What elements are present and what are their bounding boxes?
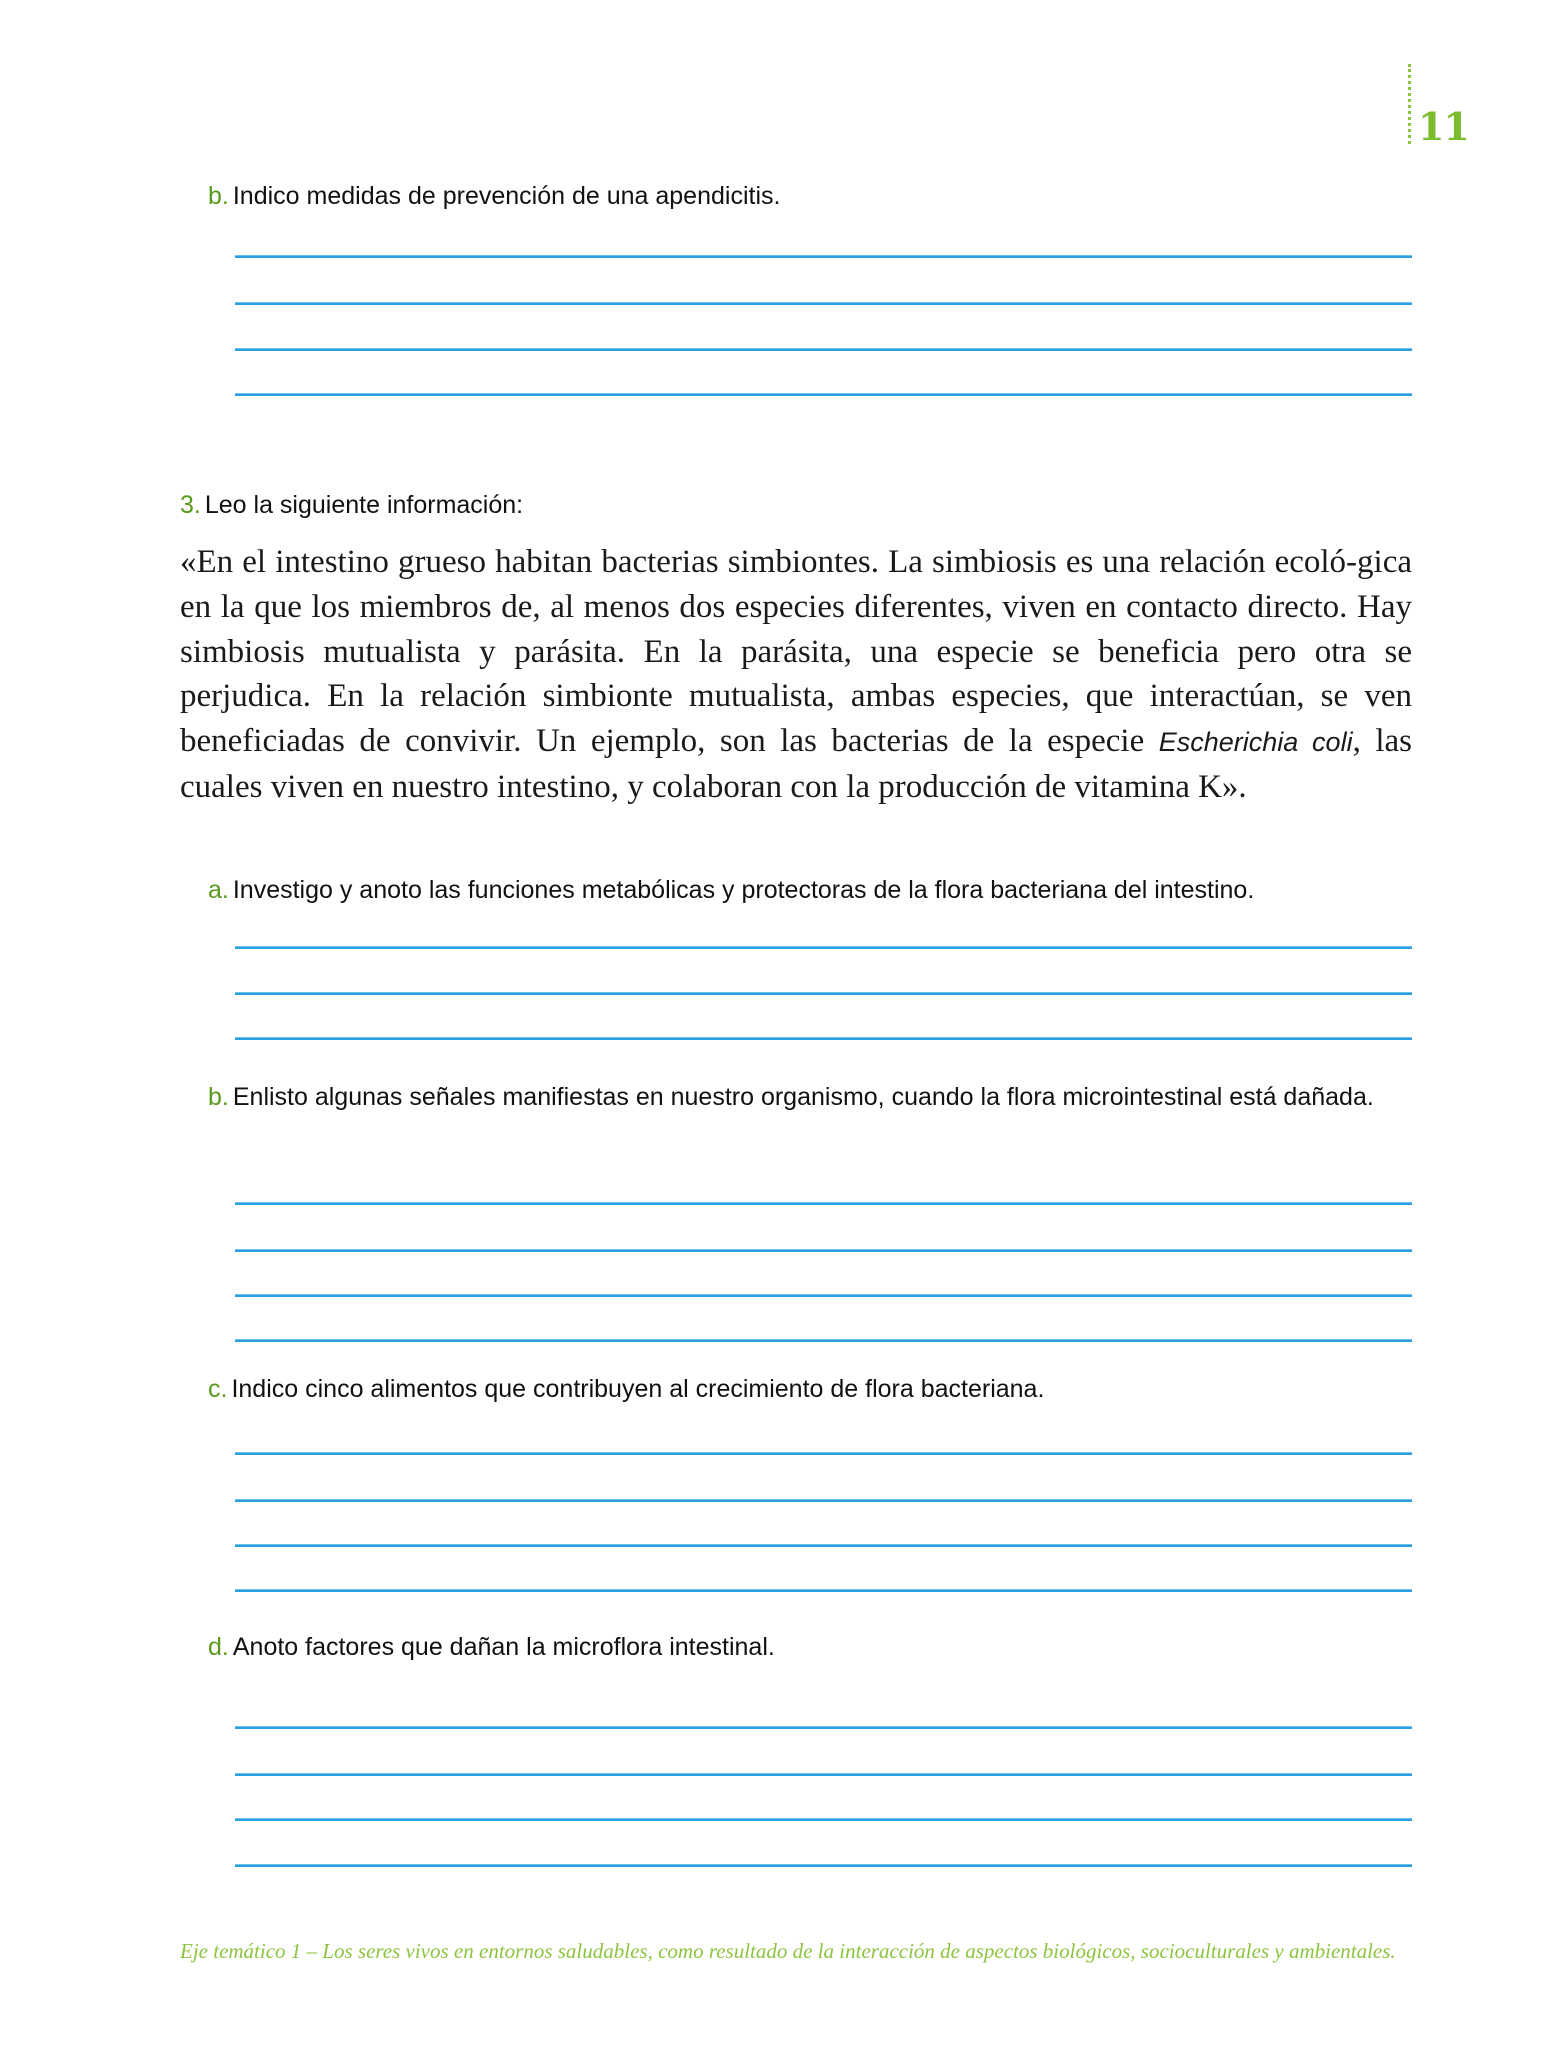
answer-line[interactable] <box>235 255 1412 258</box>
answer-line[interactable] <box>235 302 1412 305</box>
answer-line[interactable] <box>235 1726 1412 1729</box>
answer-line[interactable] <box>235 1249 1412 1252</box>
question-b-apendicitis <box>208 177 1418 215</box>
section-number: 3. <box>180 491 201 519</box>
question-label: d. <box>208 1633 229 1661</box>
passage-text: «En el intestino grueso habitan bacterias simbiontes. La simbiosis es una relación ecoló-gica en la que los miembros de, al menos dos especies diferentes, viven en contacto directo. Hay simbiosis mutualista y parásita. En la parásita, una especie se beneficia pero otra se perjudica. En la relación simbionte mutualista, ambas especies, que interactúan, se ven beneficiadas de convivir. Un ejemplo, son las bacterias de la especie <box>180 544 1412 760</box>
question-a <box>208 871 1418 909</box>
question-text: Investigo y anoto las funciones metabólicas y protectoras de la flora bacteriana del intestino. <box>232 876 1255 904</box>
answer-line[interactable] <box>235 1589 1412 1592</box>
answer-line[interactable] <box>235 1499 1412 1502</box>
section-title: Leo la siguiente información: <box>204 491 524 519</box>
question-label: b. <box>208 1083 229 1111</box>
passage-text-end: , las cuales viven en nuestro intestino, y colaboran con la producción de vitamina K». <box>180 723 1412 805</box>
answer-line[interactable] <box>235 393 1412 396</box>
answer-line[interactable] <box>235 1864 1412 1867</box>
answer-line[interactable] <box>235 1339 1412 1342</box>
answer-line[interactable] <box>235 1202 1412 1205</box>
page-footer: Eje temático 1 – Los seres vivos en entornos saludables, como resultado de la interacción de aspectos biológicos, socioculturales y ambientales. <box>180 1939 1396 1963</box>
reading-passage <box>180 540 1412 810</box>
question-c <box>208 1370 1418 1408</box>
answer-line[interactable] <box>235 348 1412 351</box>
question-label: a. <box>208 876 229 904</box>
answer-line[interactable] <box>235 1452 1412 1455</box>
question-text: Indico medidas de prevención de una apendicitis. <box>232 182 781 210</box>
question-text: Anoto factores que dañan la microflora intestinal. <box>232 1633 775 1661</box>
answer-line[interactable] <box>235 1294 1412 1297</box>
answer-line[interactable] <box>235 1544 1412 1547</box>
answer-line[interactable] <box>235 1773 1412 1776</box>
page-number-divider <box>1408 64 1411 144</box>
section-3-heading <box>180 486 523 524</box>
answer-line[interactable] <box>235 992 1412 995</box>
question-label: c. <box>208 1375 228 1403</box>
page-number: 11 <box>1418 104 1469 149</box>
question-text: Indico cinco alimentos que contribuyen al crecimiento de flora bacteriana. <box>231 1375 1045 1403</box>
question-b <box>208 1078 1438 1116</box>
answer-line[interactable] <box>235 1818 1412 1821</box>
answer-line[interactable] <box>235 946 1412 949</box>
question-d <box>208 1628 1418 1666</box>
question-label: b. <box>208 182 229 210</box>
question-text: Enlisto algunas señales manifiestas en nuestro organismo, cuando la flora microintestinal está dañada. <box>232 1083 1374 1111</box>
species-name: Escherichia coli <box>1158 727 1353 758</box>
answer-line[interactable] <box>235 1037 1412 1040</box>
